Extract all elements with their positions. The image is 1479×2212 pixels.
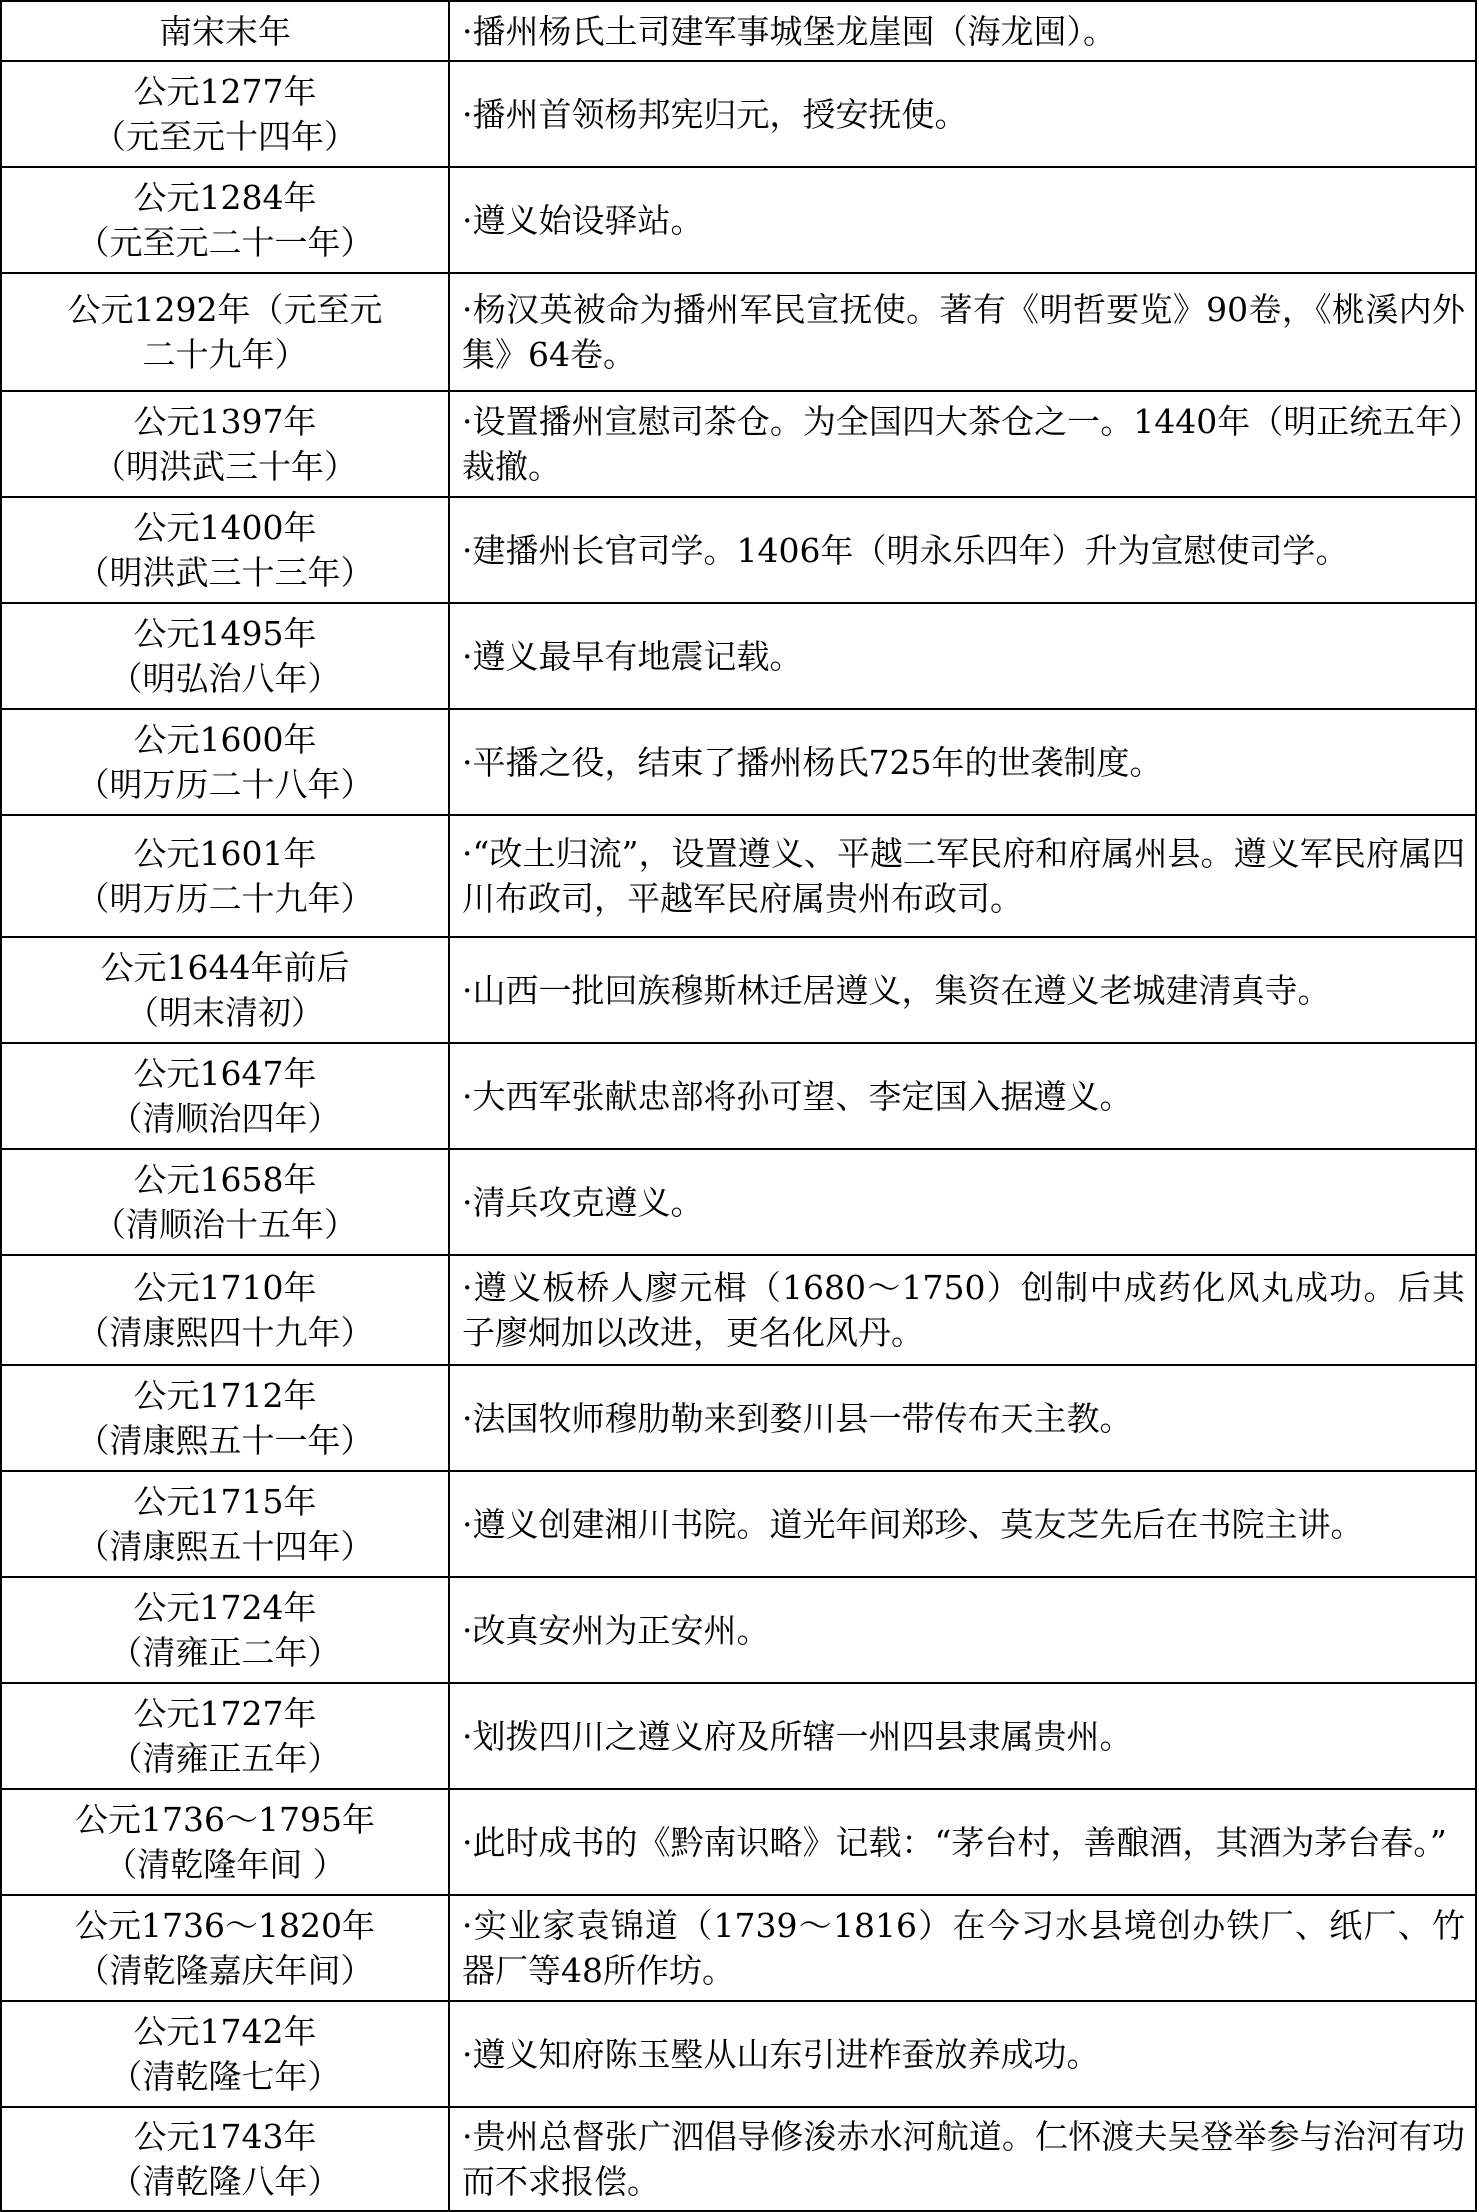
date-line: 公元1601年 bbox=[133, 834, 317, 873]
table-row bbox=[1, 709, 1476, 815]
event-cell: ·此时成书的《黔南识略》记载：“茅台村，善酿酒，其酒为茅台春。” bbox=[449, 1789, 1476, 1895]
date-line: （明末清初） bbox=[126, 993, 324, 1032]
date-cell bbox=[1, 1895, 449, 2001]
date-line: 公元1736～1795年 bbox=[75, 1800, 375, 1839]
date-cell bbox=[1, 1365, 449, 1471]
table-row bbox=[1, 1895, 1476, 2001]
date-cell bbox=[1, 1577, 449, 1683]
date-cell bbox=[1, 1683, 449, 1789]
date-cell bbox=[1, 1255, 449, 1365]
table-row bbox=[1, 1043, 1476, 1149]
date-line: 公元1400年 bbox=[133, 508, 317, 547]
table-row bbox=[1, 1365, 1476, 1471]
chronology-table-body bbox=[1, 1, 1476, 2211]
date-line: （清乾隆年间 ） bbox=[104, 1845, 346, 1884]
date-line: （明万历二十八年） bbox=[76, 765, 374, 804]
table-row bbox=[1, 937, 1476, 1043]
event-cell: ·杨汉英被命为播州军民宣抚使。著有《明哲要览》90卷，《桃溪内外集》64卷。 bbox=[449, 273, 1476, 391]
date-line: 公元1277年 bbox=[133, 72, 317, 111]
table-row bbox=[1, 2001, 1476, 2107]
table-row bbox=[1, 815, 1476, 937]
table-row bbox=[1, 391, 1476, 497]
date-line: 公元1600年 bbox=[133, 720, 317, 759]
date-line: 公元1710年 bbox=[133, 1268, 317, 1307]
event-cell: ·播州首领杨邦宪归元，授安抚使。 bbox=[449, 61, 1476, 167]
date-line: 公元1644年前后 bbox=[100, 948, 350, 987]
date-line: （明洪武三十年） bbox=[93, 447, 357, 486]
event-cell: ·清兵攻克遵义。 bbox=[449, 1149, 1476, 1255]
table-row bbox=[1, 603, 1476, 709]
table-row bbox=[1, 61, 1476, 167]
date-line: （明弘治八年） bbox=[109, 659, 341, 698]
date-line: 公元1736～1820年 bbox=[75, 1906, 375, 1945]
date-line: （清雍正二年） bbox=[109, 1633, 341, 1672]
table-row bbox=[1, 167, 1476, 273]
event-cell: ·设置播州宣慰司茶仓。为全国四大茶仓之一。1440年（明正统五年）裁撤。 bbox=[449, 391, 1476, 497]
date-line: 公元1727年 bbox=[133, 1694, 317, 1733]
date-line: （清康熙四十九年） bbox=[76, 1313, 374, 1352]
date-cell bbox=[1, 273, 449, 391]
date-cell bbox=[1, 1471, 449, 1577]
table-row bbox=[1, 273, 1476, 391]
table-row bbox=[1, 1, 1476, 61]
date-cell bbox=[1, 1149, 449, 1255]
date-cell bbox=[1, 1, 449, 61]
event-cell: ·遵义最早有地震记载。 bbox=[449, 603, 1476, 709]
table-row bbox=[1, 497, 1476, 603]
date-line: （明万历二十九年） bbox=[76, 879, 374, 918]
date-line: 公元1647年 bbox=[133, 1054, 317, 1093]
date-line: （明洪武三十三年） bbox=[76, 553, 374, 592]
date-line: 公元1743年 bbox=[133, 2117, 317, 2156]
date-cell bbox=[1, 1043, 449, 1149]
event-cell: ·“改土归流”，设置遵义、平越二军民府和府属州县。遵义军民府属四川布政司，平越军民府属贵州布政司。 bbox=[449, 815, 1476, 937]
date-line: （清顺治四年） bbox=[109, 1099, 341, 1138]
date-cell bbox=[1, 391, 449, 497]
table-row bbox=[1, 1149, 1476, 1255]
table-row bbox=[1, 1255, 1476, 1365]
date-line: （元至元十四年） bbox=[93, 117, 357, 156]
date-cell bbox=[1, 2001, 449, 2107]
date-line: （元至元二十一年） bbox=[76, 223, 374, 262]
date-cell bbox=[1, 497, 449, 603]
table-row bbox=[1, 2107, 1476, 2211]
date-line: （清乾隆七年） bbox=[109, 2057, 341, 2096]
date-cell bbox=[1, 709, 449, 815]
event-cell: ·划拨四川之遵义府及所辖一州四县隶属贵州。 bbox=[449, 1683, 1476, 1789]
event-cell: ·实业家袁锦道（1739～1816）在今习水县境创办铁厂、纸厂、竹器厂等48所作坊。 bbox=[449, 1895, 1476, 2001]
date-line: 公元1724年 bbox=[133, 1588, 317, 1627]
date-line: （清康熙五十四年） bbox=[76, 1527, 374, 1566]
date-line: 公元1712年 bbox=[133, 1376, 317, 1415]
table-row bbox=[1, 1683, 1476, 1789]
date-line: 公元1658年 bbox=[133, 1160, 317, 1199]
date-line: （清顺治十五年） bbox=[93, 1205, 357, 1244]
date-line: （清康熙五十一年） bbox=[76, 1421, 374, 1460]
event-cell: ·贵州总督张广泗倡导修浚赤水河航道。仁怀渡夫吴登举参与治河有功而不求报偿。 bbox=[449, 2107, 1476, 2211]
event-cell: ·法国牧师穆肋勒来到婺川县一带传布天主教。 bbox=[449, 1365, 1476, 1471]
event-cell: ·遵义知府陈玉壂从山东引进柞蚕放养成功。 bbox=[449, 2001, 1476, 2107]
date-line: 公元1742年 bbox=[133, 2012, 317, 2051]
event-cell: ·遵义创建湘川书院。道光年间郑珍、莫友芝先后在书院主讲。 bbox=[449, 1471, 1476, 1577]
date-line: （清乾隆八年） bbox=[109, 2162, 341, 2201]
event-cell: ·山西一批回族穆斯林迁居遵义，集资在遵义老城建清真寺。 bbox=[449, 937, 1476, 1043]
date-line: 公元1292年（元至元 bbox=[67, 290, 383, 329]
event-cell: ·建播州长官司学。1406年（明永乐四年）升为宣慰使司学。 bbox=[449, 497, 1476, 603]
event-cell: ·平播之役，结束了播州杨氏725年的世袭制度。 bbox=[449, 709, 1476, 815]
date-line: 公元1397年 bbox=[133, 402, 317, 441]
date-cell bbox=[1, 1789, 449, 1895]
date-cell bbox=[1, 603, 449, 709]
table-row bbox=[1, 1789, 1476, 1895]
table-row bbox=[1, 1577, 1476, 1683]
date-line: 公元1715年 bbox=[133, 1482, 317, 1521]
date-cell bbox=[1, 167, 449, 273]
date-line: （清乾隆嘉庆年间） bbox=[76, 1951, 374, 1990]
table-row bbox=[1, 1471, 1476, 1577]
event-cell: ·大西军张献忠部将孙可望、李定国入据遵义。 bbox=[449, 1043, 1476, 1149]
event-cell: ·改真安州为正安州。 bbox=[449, 1577, 1476, 1683]
date-line: 南宋末年 bbox=[159, 11, 291, 51]
event-cell: ·遵义始设驿站。 bbox=[449, 167, 1476, 273]
date-cell bbox=[1, 61, 449, 167]
date-line: 公元1284年 bbox=[133, 178, 317, 217]
date-cell bbox=[1, 2107, 449, 2211]
date-line: 公元1495年 bbox=[133, 614, 317, 653]
event-cell: ·播州杨氏土司建军事城堡龙崖囤（海龙囤）。 bbox=[449, 1, 1476, 61]
event-cell: ·遵义板桥人廖元楫（1680～1750）创制中成药化风丸成功。后其子廖炯加以改进，更名化风丹。 bbox=[449, 1255, 1476, 1365]
date-line: （清雍正五年） bbox=[109, 1739, 341, 1778]
date-cell bbox=[1, 815, 449, 937]
date-cell bbox=[1, 937, 449, 1043]
date-line: 二十九年） bbox=[142, 335, 308, 374]
